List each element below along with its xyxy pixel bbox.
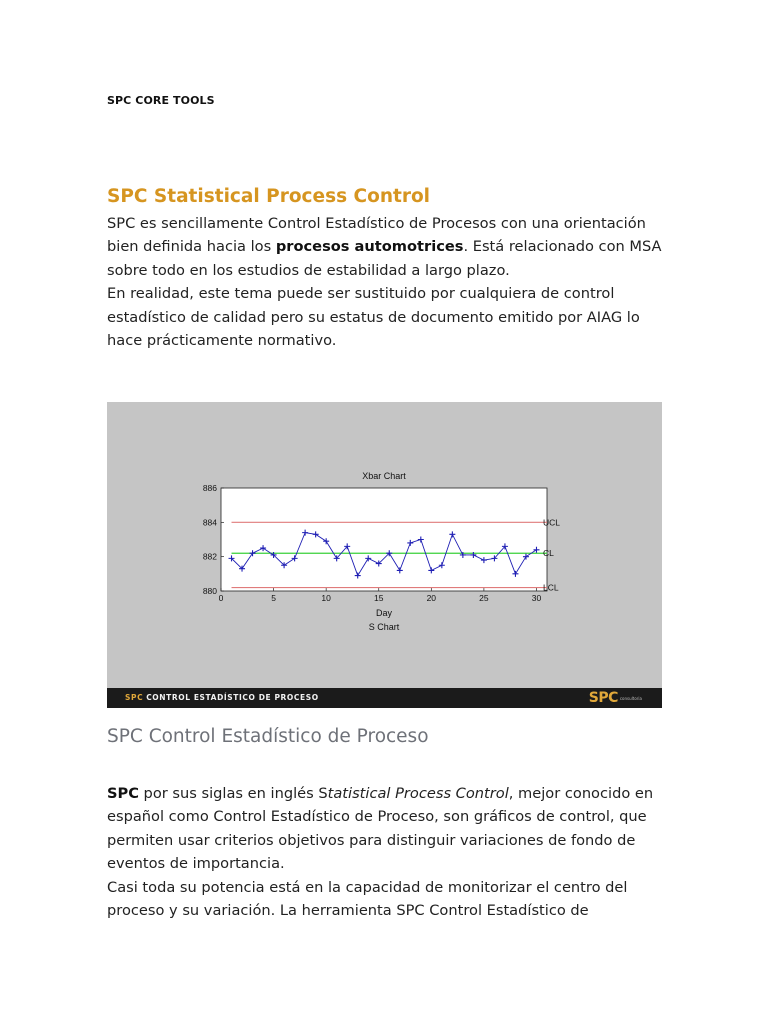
x-tick-label-5: 5	[271, 593, 276, 603]
y-tick-label-882: 882	[202, 551, 217, 562]
x-tick-label-20: 20	[426, 593, 437, 603]
limit-label-ucl: UCL	[543, 517, 561, 528]
spc-logo	[589, 690, 642, 706]
y-tick-label-886: 886	[202, 483, 217, 493]
intro-text-a: SPC es sencillamente Control Estadístico de Procesos con una orientación bien definida hacia los	[107, 215, 646, 256]
y-tick-label-880: 880	[202, 586, 217, 596]
figure-footer-brand: SPC	[125, 693, 144, 702]
plot-area	[221, 488, 547, 591]
subsection-title: SPC Control Estadístico de Proceso	[107, 726, 429, 747]
intro-text-b: . Está relacionado con MSA sobre todo en los estudios de estabilidad a largo plazo.	[107, 238, 662, 279]
spc-bold-text: SPC	[107, 785, 139, 802]
intro-bold-text: procesos automotrices	[275, 238, 464, 256]
x-axis-label: Day	[375, 608, 393, 618]
xbar-chart	[107, 402, 662, 688]
x-tick-label-30: 30	[531, 593, 542, 603]
figure-footer	[107, 688, 662, 708]
spc-logo-subtext: consultoria	[619, 695, 642, 701]
x-tick-label-10: 10	[321, 593, 331, 603]
limit-label-lcl: LCL	[543, 582, 559, 593]
limit-label-cl: CL	[543, 548, 554, 559]
x-tick-label-25: 25	[479, 593, 489, 603]
x-tick-label-15: 15	[374, 593, 384, 603]
intro-paragraph	[107, 212, 667, 352]
section-title: SPC Statistical Process Control	[107, 186, 431, 207]
spc-paragraph	[107, 782, 667, 922]
chart-figure	[107, 402, 662, 708]
chart-caption-below: S Chart	[368, 622, 400, 632]
spc-text-c: Casi toda su potencia está en la capacidad de monitorizar el centro del proceso y su variación. La herramienta SPC Control Estadístico de	[107, 878, 628, 920]
figure-footer-caption: CONTROL ESTADÍSTICO DE PROCESO	[146, 693, 319, 702]
figure-footer-text	[125, 693, 319, 702]
spc-text-b: , mejor conocido en español como Control Estadístico de Proceso, son gráficos de control, que permiten usar criterios objetivos para distinguir variaciones de fondo de eventos de importancia.	[107, 785, 654, 873]
intro-text-c: En realidad, este tema puede ser sustituido por cualquiera de control estadístico de calidad pero su estatus de documento emitido por AIAG lo hace prácticamente normativo.	[107, 285, 640, 350]
spc-italic-text: tatistical Process Control	[327, 785, 509, 802]
y-tick-label-884: 884	[202, 517, 217, 528]
spc-logo-text: SPC	[588, 690, 618, 706]
chart-title: Xbar Chart	[362, 471, 406, 481]
x-tick-label-0: 0	[218, 593, 224, 603]
spc-text-a: por sus siglas en inglés S	[138, 785, 328, 802]
header-brand: SPC CORE TOOLS	[107, 94, 215, 107]
